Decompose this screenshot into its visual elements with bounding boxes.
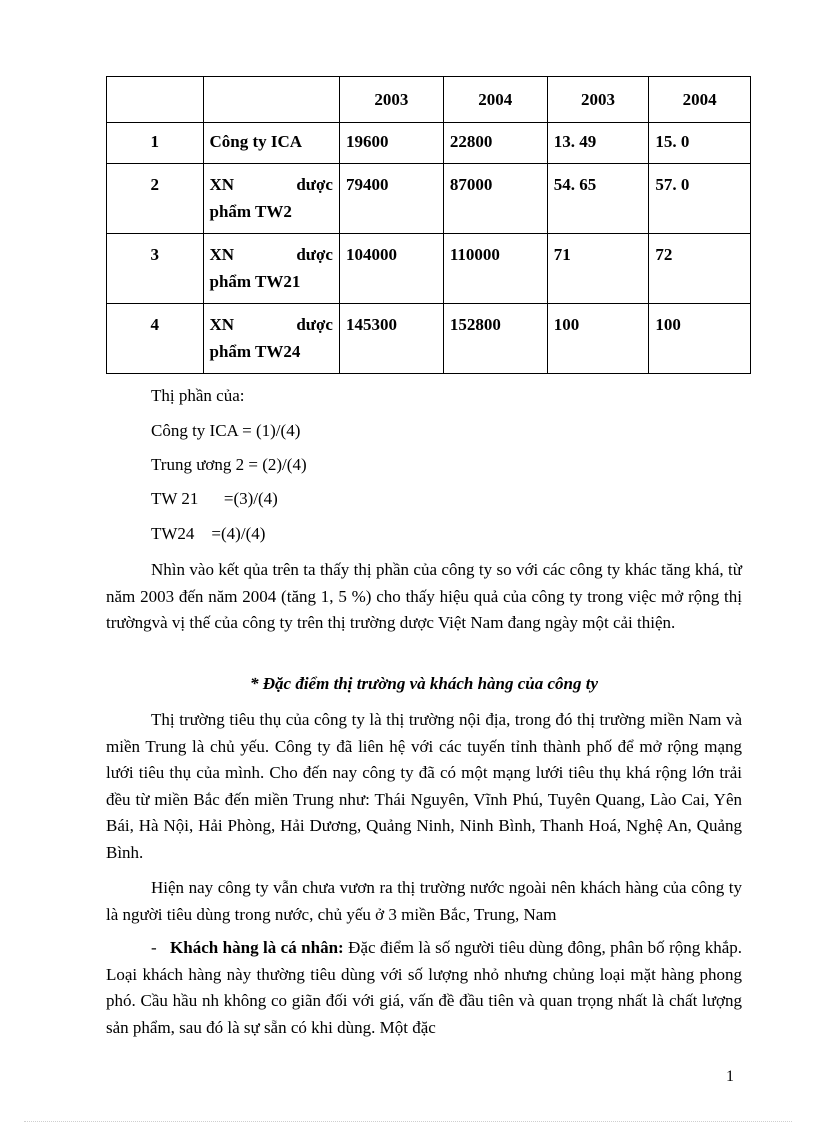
company-name-line1b: dược <box>296 245 333 264</box>
paragraph <box>106 875 742 928</box>
formula-intro: Thị phần của: <box>151 386 245 405</box>
company-name-line1: Công ty ICA <box>209 132 303 151</box>
share-2004: 57. 0 <box>649 164 751 234</box>
header-cell <box>107 77 204 123</box>
company-name-line1b: dược <box>296 175 333 194</box>
value-2004: 152800 <box>443 304 547 374</box>
company-name-line2: phẩm TW2 <box>209 202 292 221</box>
paragraph <box>106 707 742 867</box>
company-name-line1: XN <box>209 315 235 334</box>
table-row <box>107 123 751 164</box>
paragraph <box>106 557 742 637</box>
bullet-paragraph <box>106 935 742 1041</box>
company-name <box>203 123 339 164</box>
table-row <box>107 164 751 234</box>
bullet-bold-label: Khách hàng là cá nhân: <box>170 938 344 957</box>
paragraph-text: Hiện nay công ty vẫn chưa vươn ra thị trường nước ngoài nên khách hàng của công ty là người tiêu dùng trong nước, chủ yếu ở 3 miền Bắc, Trung, Nam <box>106 878 742 924</box>
value-2004: 87000 <box>443 164 547 234</box>
row-number: 4 <box>107 304 204 374</box>
table-row <box>107 304 751 374</box>
formula-line: TW 21 =(3)/(4) <box>151 489 278 508</box>
value-2004: 22800 <box>443 123 547 164</box>
company-name <box>203 234 339 304</box>
value-2004: 110000 <box>443 234 547 304</box>
company-name-line2: phẩm TW21 <box>209 272 301 291</box>
header-cell: 2003 <box>547 77 649 123</box>
row-number: 3 <box>107 234 204 304</box>
page-bottom-divider <box>24 1121 792 1122</box>
company-name-line1: XN <box>209 175 235 194</box>
share-2003: 100 <box>547 304 649 374</box>
bullet-text: Đặc điểm là số người tiêu dùng đông, phân bố rộng khắp. Loại khách hàng này thường tiêu dùng với số lượng nhỏ nhưng chủng loại mặt hàng phong phó. Cầu hầu nh không co giãn đối với giá, vấn đề đầu tiên và quan trọng nhất là chất lượng sản phẩm, sau đó là sự sẵn có khi dùng. Một đặc <box>106 938 743 1037</box>
company-name <box>203 164 339 234</box>
value-2003: 104000 <box>339 234 443 304</box>
section-heading: * Đặc điểm thị trường và khách hàng của công ty <box>250 674 598 693</box>
paragraph-text: Nhìn vào kết qủa trên ta thấy thị phần của công ty so với các công ty khác tăng khá, từ năm 2003 đến năm 2004 (tăng 1, 5 %) cho thấy hiệu quả của công ty trong việc mở rộng thị trườngvà vị thế của công ty trên thị trường dược Việt Nam đang ngày một cải thiện. <box>106 560 742 633</box>
company-name <box>203 304 339 374</box>
company-name-line2: phẩm TW24 <box>209 342 301 361</box>
value-2003: 79400 <box>339 164 443 234</box>
header-cell: 2003 <box>339 77 443 123</box>
share-2004: 72 <box>649 234 751 304</box>
page-number: 1 <box>726 1068 734 1085</box>
header-cell: 2004 <box>443 77 547 123</box>
company-name-line1b: dược <box>296 315 333 334</box>
header-cell: 2004 <box>649 77 751 123</box>
formula-line: Trung ương 2 = (2)/(4) <box>151 455 307 474</box>
share-2003: 13. 49 <box>547 123 649 164</box>
share-2003: 71 <box>547 234 649 304</box>
value-2003: 19600 <box>339 123 443 164</box>
table-row <box>107 234 751 304</box>
market-share-table <box>106 76 751 374</box>
value-2003: 145300 <box>339 304 443 374</box>
formula-line: TW24 =(4)/(4) <box>151 524 266 543</box>
header-cell <box>203 77 339 123</box>
company-name-line1: XN <box>209 245 235 264</box>
row-number: 1 <box>107 123 204 164</box>
formula-line: Công ty ICA = (1)/(4) <box>151 421 301 440</box>
table-header-row <box>107 77 751 123</box>
row-number: 2 <box>107 164 204 234</box>
bullet-dash: - <box>151 938 157 957</box>
share-2004: 100 <box>649 304 751 374</box>
share-2004: 15. 0 <box>649 123 751 164</box>
paragraph-text: Thị trường tiêu thụ của công ty là thị trường nội địa, trong đó thị trường miền Nam và miền Trung là chủ yếu. Công ty đã liên hệ với các tuyến tỉnh thành phố để mở rộng mạng lưới tiêu thụ của mình. Cho đến nay công ty đã có một mạng lưới tiêu thụ khá rộng lớn trải đều từ miền Bắc đến miền Trung như: Thái Nguyên, Vĩnh Phú, Tuyên Quang, Lào Cai, Yên Bái, Hà Nội, Hải Phòng, Hải Dương, Quảng Ninh, Ninh Bình, Thanh Hoá, Nghệ An, Quảng Bình. <box>106 710 742 862</box>
share-2003: 54. 65 <box>547 164 649 234</box>
